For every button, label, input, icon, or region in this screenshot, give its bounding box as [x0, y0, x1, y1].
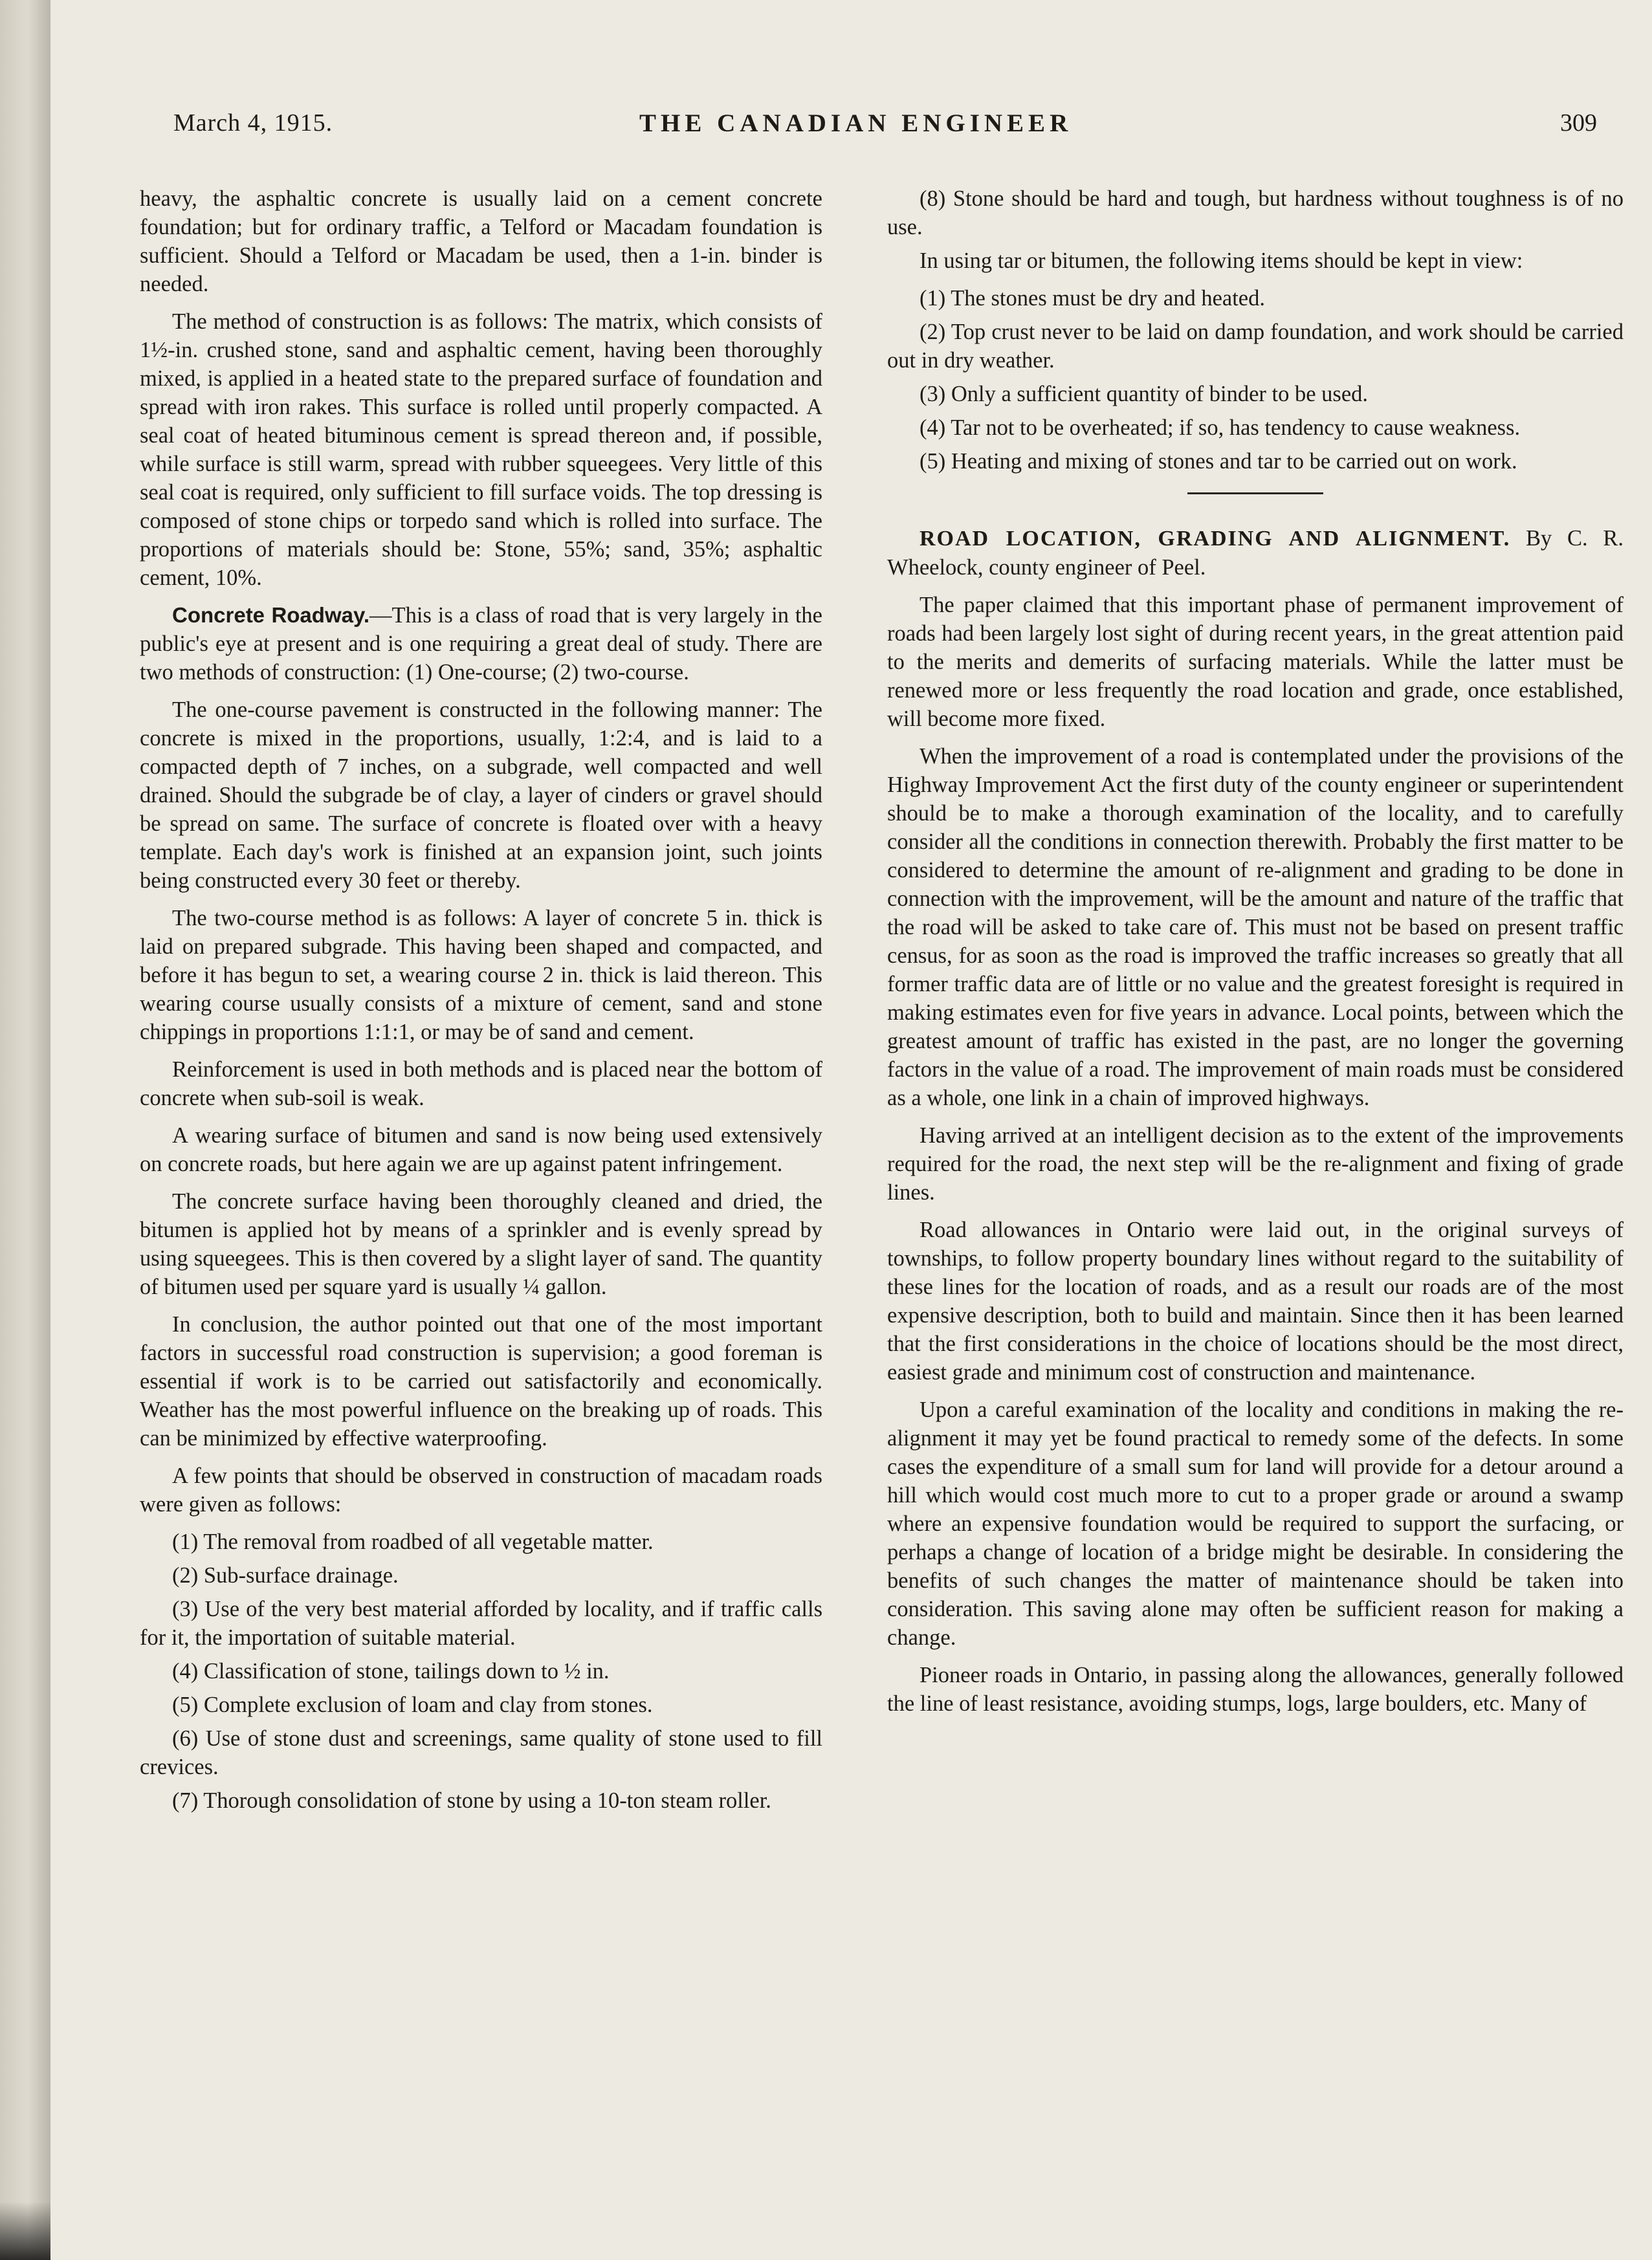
paragraph: The one-course pavement is constructed in the following manner: The concrete is mixed in the proportions, usually, 1:2:4, and is laid to a compacted depth of 7 inches, on a subgrade, well compacted and well drained. Should the subgrade be of clay, a layer of cinders or gravel should be spread on same. The surface of concrete is floated over with a heavy template. Each day's work is finished at an expansion joint, such joints being constructed every 30 feet or thereby. — [140, 697, 822, 893]
list-item: (7) Thorough consolidation of stone by using a 10-ton steam roller. — [172, 1788, 771, 1813]
paragraph: The method of construction is as follows: The matrix, which consists of 1½-in. crushed stone, sand and asphaltic cement, having been thoroughly mixed, is applied in a heated state to the prepared surface of foundation and spread with iron rakes. This surface is rolled until properly compacted. A seal coat of heated bituminous cement is spread thereon and, if possible, while surface is still warm, spread with rubber squeegees. Very little of this seal coat is required, only sufficient to fill surface voids. The top dressing is composed of stone chips or torpedo sand which is rolled into surface. The proportions of materials should be: Stone, 55%; sand, 35%; asphaltic cement, 10%. — [140, 309, 822, 590]
paragraph-text: —This is a class of road that is very largely in the public's eye at present and is one requiring a great deal of study. There are two methods of construction: (1) One-course; (2) two-course. — [140, 603, 822, 685]
list-item: (8) Stone should be hard and tough, but hardness without toughness is of no use. — [887, 186, 1624, 239]
right-column — [887, 184, 1624, 1727]
paragraph: In conclusion, the author pointed out that one of the most important factors in successful road construction is supervision; a good foreman is essential if work is to be carried out satisfactorily and economically. Weather has the most powerful influence on the breaking up of roads. This can be minimized by effective waterproofing. — [140, 1312, 822, 1451]
paragraph — [140, 601, 822, 686]
list-item: (3) Only a sufficient quantity of binder to be used. — [920, 382, 1369, 406]
left-column — [140, 184, 822, 1820]
paragraph: In using tar or bitumen, the following items should be kept in view: — [920, 248, 1523, 273]
list-item: (4) Tar not to be overheated; if so, has tendency to cause weakness. — [920, 415, 1521, 440]
section-divider — [1187, 492, 1323, 494]
paragraph: Having arrived at an intelligent decision as to the extent of the improvements required for the road, the next step will be the re-alignment and fixing of grade lines. — [887, 1123, 1624, 1205]
paragraph: When the improvement of a road is contemplated under the provisions of the Highway Improvement Act the first duty of the county engineer or superintendent should be to make a thorough examination of the locality, and to carefully consider all the conditions in connection therewith. Probably the first matter to be considered to determine the amount of re-alignment and grading to be done in connection with the improvement, will be the amount and nature of the traffic that the road will be asked to take care of. This must not be based on present traffic census, for as soon as the road is improved the traffic increases so greatly that all former traffic data are of little or no value and the greatest foresight is required in making estimates even for five years in advance. Local points, between which the greatest amount of traffic has existed in the past, are no longer the governing factors in the value of a road. The improvement of main roads must be considered as a whole, one link in a chain of improved highways. — [887, 744, 1624, 1110]
article-heading-paragraph — [887, 524, 1624, 582]
list-item: (2) Sub-surface drainage. — [172, 1563, 399, 1588]
paragraph: A wearing surface of bitumen and sand is now being used extensively on concrete roads, but here again we are up against patent infringement. — [140, 1123, 822, 1176]
list-item: (1) The stones must be dry and heated. — [920, 286, 1265, 311]
paragraph: Reinforcement is used in both methods and is placed near the bottom of concrete when sub-soil is weak. — [140, 1057, 822, 1110]
list-item: (2) Top crust never to be laid on damp foundation, and work should be carried out in dry weather. — [887, 320, 1624, 373]
list-item: (3) Use of the very best material afforded by locality, and if traffic calls for it, the importation of suitable material. — [140, 1597, 822, 1650]
paragraph: Road allowances in Ontario were laid out, in the original surveys of townships, to follow property boundary lines without regard to the suitability of these lines for the location of roads, and as a result our roads are of the most expensive description, both to build and maintain. Since then it has been learned that the first considerations in the choice of locations should be the most direct, easiest grade and minimum cost of construction and maintenance. — [887, 1218, 1624, 1385]
list-item: (1) The removal from roadbed of all vegetable matter. — [172, 1530, 654, 1554]
section-heading: Concrete Roadway. — [172, 603, 370, 627]
journal-page — [50, 0, 1652, 2260]
list-item: (4) Classification of stone, tailings down to ½ in. — [172, 1659, 610, 1684]
paragraph: The two-course method is as follows: A layer of concrete 5 in. thick is laid on prepared subgrade. This having been shaped and compacted, and before it has begun to set, a wearing course 2 in. thick is laid thereon. This wearing course usually consists of a mixture of cement, sand and stone chippings in proportions 1:1:1, or may be of sand and cement. — [140, 906, 822, 1044]
list-item: (6) Use of stone dust and screenings, same quality of stone used to fill crevices. — [140, 1726, 822, 1779]
issue-date: March 4, 1915. — [173, 109, 333, 137]
article-title: ROAD LOCATION, GRADING AND ALIGNMENT. — [920, 527, 1511, 551]
journal-title: THE CANADIAN ENGINEER — [639, 109, 1073, 137]
page-number: 309 — [1560, 109, 1597, 137]
running-header — [173, 109, 1597, 148]
article-byline: By C. R. Wheelock, county engineer of Peel. — [887, 526, 1624, 580]
paragraph: Pioneer roads in Ontario, in passing along the allowances, generally followed the line of least resistance, avoiding stumps, logs, large boulders, etc. Many of — [887, 1663, 1624, 1716]
paragraph: heavy, the asphaltic concrete is usually laid on a cement concrete foundation; but for ordinary traffic, a Telford or Macadam foundation is sufficient. Should a Telford or Macadam be used, then a 1-in. binder is needed. — [140, 186, 822, 296]
list-item: (5) Complete exclusion of loam and clay from stones. — [172, 1693, 653, 1717]
binding-gutter — [0, 0, 50, 2260]
paragraph: Upon a careful examination of the locality and conditions in making the re-alignment it may yet be found practical to remedy some of the defects. In some cases the expenditure of a small sum for land will provide for a detour around a hill which would cost much more to cut to a proper grade or around a swamp where an expensive foundation would be required to support the surfacing, or perhaps a change of location of a bridge might be desirable. In considering the benefits of such changes the matter of maintenance should be taken into consideration. This saving alone may often be sufficient reason for making a change. — [887, 1398, 1624, 1650]
paragraph: The paper claimed that this important phase of permanent improvement of roads had been largely lost sight of during recent years, in the great attention paid to the merits and demerits of surfacing materials. While the latter must be renewed more or less frequently the road location and grade, once established, will become more fixed. — [887, 593, 1624, 731]
binding-shadow — [0, 2202, 50, 2260]
paragraph: A few points that should be observed in construction of macadam roads were given as follows: — [140, 1464, 822, 1517]
paragraph: The concrete surface having been thoroughly cleaned and dried, the bitumen is applied hot by means of a sprinkler and is evenly spread by using squeegees. This is then covered by a slight layer of sand. The quantity of bitumen used per square yard is usually ¼ gallon. — [140, 1189, 822, 1299]
list-item: (5) Heating and mixing of stones and tar to be carried out on work. — [920, 449, 1517, 474]
